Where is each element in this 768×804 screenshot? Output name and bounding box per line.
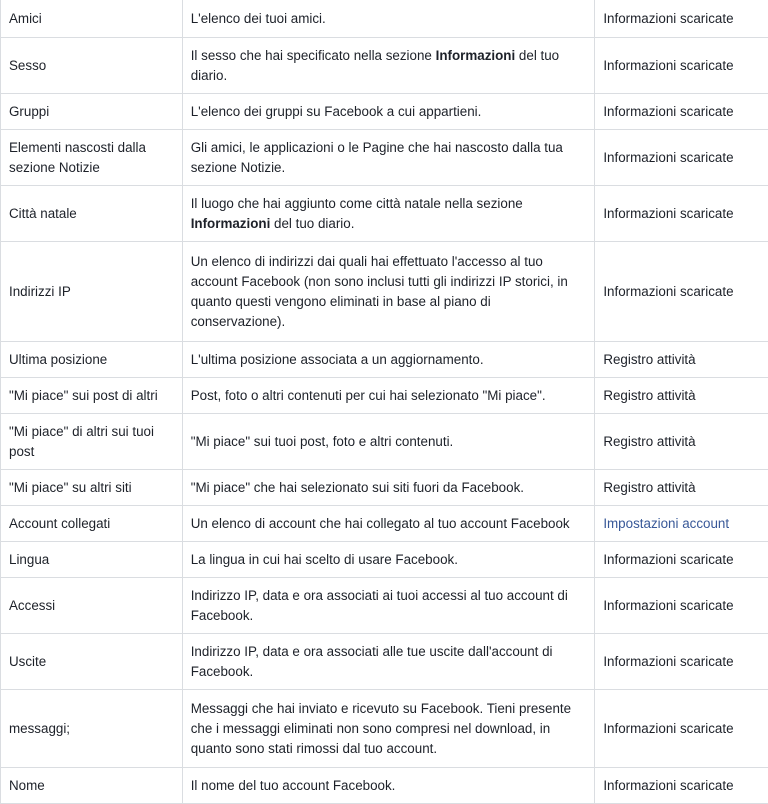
description-cell xyxy=(182,38,595,94)
table-row xyxy=(1,186,768,242)
description-text: "Mi piace" sui tuoi post, foto e altri contenuti. xyxy=(191,434,454,449)
source-text: Informazioni scaricate xyxy=(603,721,733,736)
source-cell xyxy=(595,470,768,506)
description-cell xyxy=(182,186,595,242)
category-cell: "Mi piace" di altri sui tuoi post xyxy=(1,414,183,470)
description-cell xyxy=(182,542,595,578)
source-cell xyxy=(595,0,768,38)
description-cell xyxy=(182,94,595,130)
description-cell xyxy=(182,378,595,414)
source-cell xyxy=(595,38,768,94)
description-text: del tuo diario. xyxy=(270,216,354,231)
category-cell: Accessi xyxy=(1,578,183,634)
source-cell xyxy=(595,378,768,414)
source-cell xyxy=(595,414,768,470)
source-cell xyxy=(595,94,768,130)
category-cell: "Mi piace" sui post di altri xyxy=(1,378,183,414)
description-text: L'elenco dei gruppi su Facebook a cui appartieni. xyxy=(191,104,482,119)
description-cell xyxy=(182,506,595,542)
source-cell xyxy=(595,342,768,378)
table-row xyxy=(1,38,768,94)
source-text: Informazioni scaricate xyxy=(603,654,733,669)
table-row xyxy=(1,634,768,690)
category-cell: messaggi; xyxy=(1,690,183,768)
category-cell: "Mi piace" su altri siti xyxy=(1,470,183,506)
category-cell: Account collegati xyxy=(1,506,183,542)
source-cell xyxy=(595,242,768,342)
source-text: Registro attività xyxy=(603,388,695,403)
source-cell xyxy=(595,186,768,242)
category-cell: Nome xyxy=(1,768,183,804)
category-cell: Gruppi xyxy=(1,94,183,130)
description-text: L'ultima posizione associata a un aggiornamento. xyxy=(191,352,484,367)
description-cell xyxy=(182,342,595,378)
description-cell xyxy=(182,242,595,342)
table-row xyxy=(1,578,768,634)
description-text: Un elenco di indirizzi dai quali hai effettuato l'accesso al tuo account Facebook (non sono inclusi tutti gli indirizzi IP storici, in quanto questi vengono eliminati in base al piano di conservazione). xyxy=(191,254,568,329)
description-cell xyxy=(182,768,595,804)
source-text: Informazioni scaricate xyxy=(603,150,733,165)
description-text: Il sesso che hai specificato nella sezione xyxy=(191,48,436,63)
table-row xyxy=(1,94,768,130)
description-text: L'elenco dei tuoi amici. xyxy=(191,11,326,26)
table-row xyxy=(1,768,768,804)
table-row xyxy=(1,542,768,578)
description-text: "Mi piace" che hai selezionato sui siti fuori da Facebook. xyxy=(191,480,524,495)
source-cell xyxy=(595,506,768,542)
section-name-bold: Informazioni xyxy=(436,48,516,63)
category-cell: Ultima posizione xyxy=(1,342,183,378)
description-cell xyxy=(182,690,595,768)
source-text: Informazioni scaricate xyxy=(603,778,733,793)
table-row xyxy=(1,342,768,378)
table-row xyxy=(1,242,768,342)
description-cell xyxy=(182,414,595,470)
source-cell xyxy=(595,768,768,804)
source-cell xyxy=(595,578,768,634)
category-cell: Elementi nascosti dalla sezione Notizie xyxy=(1,130,183,186)
description-text: Indirizzo IP, data e ora associati alle tue uscite dall'account di Facebook. xyxy=(191,644,553,679)
table-row xyxy=(1,690,768,768)
source-cell xyxy=(595,690,768,768)
category-cell: Lingua xyxy=(1,542,183,578)
description-text: La lingua in cui hai scelto di usare Facebook. xyxy=(191,552,458,567)
description-text: Il luogo che hai aggiunto come città natale nella sezione xyxy=(191,196,523,211)
description-cell xyxy=(182,634,595,690)
description-text: Indirizzo IP, data e ora associati ai tuoi accessi al tuo account di Facebook. xyxy=(191,588,568,623)
source-text: Registro attività xyxy=(603,434,695,449)
source-text: Registro attività xyxy=(603,480,695,495)
category-cell: Uscite xyxy=(1,634,183,690)
table-row xyxy=(1,378,768,414)
table-row xyxy=(1,470,768,506)
source-text: Informazioni scaricate xyxy=(603,284,733,299)
source-cell xyxy=(595,130,768,186)
source-text: Informazioni scaricate xyxy=(603,104,733,119)
table-row xyxy=(1,414,768,470)
table-row xyxy=(1,506,768,542)
description-cell xyxy=(182,130,595,186)
source-text: Informazioni scaricate xyxy=(603,552,733,567)
category-cell: Amici xyxy=(1,0,183,38)
source-text: Informazioni scaricate xyxy=(603,11,733,26)
table-body xyxy=(1,0,768,804)
description-cell xyxy=(182,0,595,38)
source-text: Informazioni scaricate xyxy=(603,58,733,73)
source-link[interactable]: Impostazioni account xyxy=(603,516,729,531)
source-text: Informazioni scaricate xyxy=(603,598,733,613)
description-cell xyxy=(182,470,595,506)
section-name-bold: Informazioni xyxy=(191,216,271,231)
category-cell: Indirizzi IP xyxy=(1,242,183,342)
description-text: Il nome del tuo account Facebook. xyxy=(191,778,396,793)
description-text: Gli amici, le applicazioni o le Pagine che hai nascosto dalla tua sezione Notizie. xyxy=(191,140,563,175)
source-cell xyxy=(595,634,768,690)
source-cell xyxy=(595,542,768,578)
category-cell: Sesso xyxy=(1,38,183,94)
source-text: Registro attività xyxy=(603,352,695,367)
table-row xyxy=(1,130,768,186)
description-text: del tuo diario. xyxy=(191,48,559,83)
description-cell xyxy=(182,578,595,634)
table-row xyxy=(1,0,768,38)
category-cell: Città natale xyxy=(1,186,183,242)
source-text: Informazioni scaricate xyxy=(603,206,733,221)
description-text: Post, foto o altri contenuti per cui hai selezionato "Mi piace". xyxy=(191,388,546,403)
description-text: Messaggi che hai inviato e ricevuto su Facebook. Tieni presente che i messaggi eliminati non sono compresi nel download, in quanto sono stati rimossi dal tuo account. xyxy=(191,701,571,756)
description-text: Un elenco di account che hai collegato al tuo account Facebook xyxy=(191,516,570,531)
